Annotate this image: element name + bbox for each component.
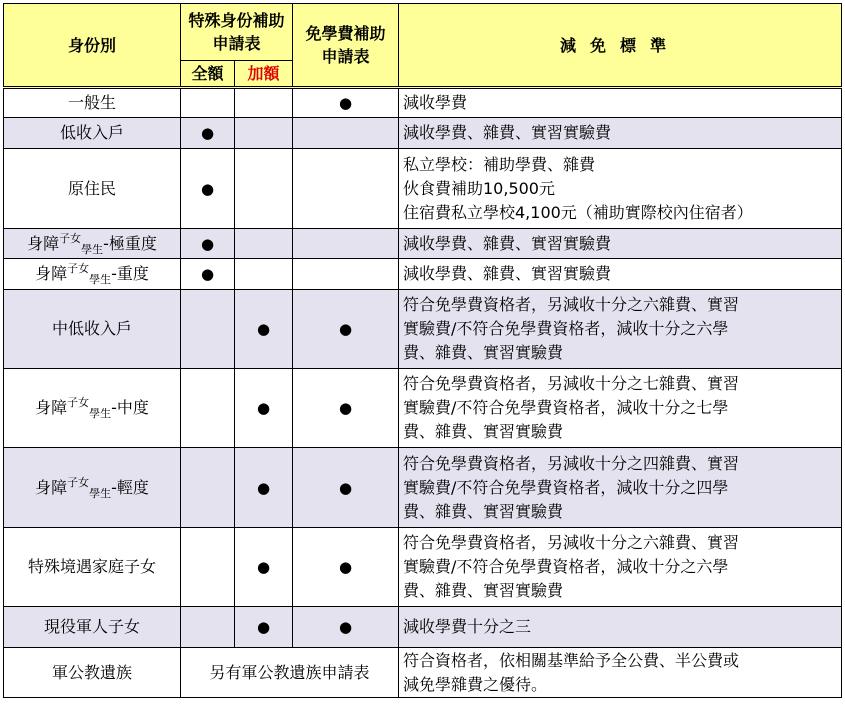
identity-label-pre: 身障 <box>35 477 68 497</box>
extra-mark-cell <box>235 229 293 259</box>
criteria-line: 減收學費十分之三 <box>403 617 532 636</box>
identity-label-pre: 身障 <box>35 264 68 283</box>
extra-mark-cell <box>235 88 293 118</box>
full-mark-cell: ● <box>181 149 235 229</box>
identity-cell <box>4 528 181 607</box>
criteria-cell <box>399 528 842 607</box>
criteria-line: 費、雜費、實習實驗費 <box>403 581 564 600</box>
criteria-line: 費、雜費、實習實驗費 <box>403 422 564 441</box>
identity-label-sup: 子女 <box>59 231 82 245</box>
tuition-mark-cell <box>293 149 399 229</box>
criteria-line: 減收學費、雜費、實習實驗費 <box>403 123 612 142</box>
full-mark-cell: ● <box>181 118 235 149</box>
extra-mark-cell: ● <box>235 448 293 528</box>
identity-label: 特殊境遇家庭子女 <box>27 557 156 576</box>
table-row <box>4 118 842 149</box>
criteria-cell <box>399 149 842 229</box>
criteria-line: 實驗費/不符合免學費資格者，減收十分之六學 <box>403 557 729 576</box>
table-row <box>4 229 842 259</box>
table-row <box>4 448 842 528</box>
extra-mark-cell: ● <box>235 607 293 648</box>
identity-label-pre: 身障 <box>35 398 68 417</box>
header-tuition-form <box>293 4 399 88</box>
table-row <box>4 259 842 290</box>
header-criteria: 減免標準 <box>399 4 842 88</box>
criteria-cell <box>399 369 842 448</box>
criteria-cell <box>399 118 842 149</box>
tuition-mark-cell: ● <box>293 369 399 448</box>
identity-label-sub: 學生 <box>81 242 104 256</box>
criteria-line: 私立學校：補助學費、雜費 <box>403 154 596 174</box>
header-extra: 加額 <box>235 61 293 88</box>
identity-label: 一般生 <box>67 93 116 112</box>
table-row <box>4 149 842 229</box>
identity-label-post: -輕度 <box>111 477 149 497</box>
criteria-line: 實驗費/不符合免學費資格者，減收十分之七學 <box>403 398 729 417</box>
tuition-mark-cell: ● <box>293 607 399 648</box>
header-special-form <box>181 4 293 61</box>
identity-label-post: -重度 <box>111 264 149 283</box>
identity-label-post: -極重度 <box>103 233 157 253</box>
criteria-line: 符合免學費資格者，另減收十分之七雜費、實習 <box>403 374 740 393</box>
full-mark-cell <box>181 448 235 528</box>
criteria-cell <box>399 259 842 290</box>
full-mark-cell: ● <box>181 229 235 259</box>
header-special-form-label: 特殊身份補助申請表 <box>188 11 285 53</box>
extra-mark-cell: ● <box>235 290 293 369</box>
full-mark-cell <box>181 369 235 448</box>
full-mark-cell <box>181 290 235 369</box>
identity-label: 中低收入戶 <box>51 319 132 338</box>
extra-mark-cell <box>235 118 293 149</box>
tuition-mark-cell: ● <box>293 448 399 528</box>
table-row <box>4 607 842 648</box>
identity-cell <box>4 607 181 648</box>
identity-label-sub: 學生 <box>89 486 112 500</box>
tuition-mark-cell <box>293 118 399 149</box>
criteria-line: 住宿費私立學校4,100元（補助實際校內住宿者） <box>403 202 753 222</box>
criteria-line: 實驗費/不符合免學費資格者，減收十分之四學 <box>403 477 729 497</box>
criteria-cell <box>399 229 842 259</box>
identity-cell <box>4 290 181 369</box>
table-row <box>4 290 842 369</box>
criteria-line: 減收學費 <box>403 93 468 112</box>
table-row <box>4 369 842 448</box>
identity-label-sup: 子女 <box>67 475 90 489</box>
tuition-mark-cell: ● <box>293 88 399 118</box>
criteria-line: 減免學雜費之優待。 <box>403 674 548 694</box>
table-row <box>4 648 842 698</box>
full-mark-cell: ● <box>181 259 235 290</box>
tuition-mark-cell <box>293 259 399 290</box>
criteria-line: 符合資格者，依相關基準給予全公費、半公費或 <box>403 650 740 670</box>
merged-form-cell: 另有軍公教遺族申請表 <box>181 648 399 698</box>
criteria-line: 符合免學費資格者，另減收十分之六雜費、實習 <box>403 295 740 314</box>
tuition-mark-cell: ● <box>293 528 399 607</box>
extra-mark-cell: ● <box>235 369 293 448</box>
criteria-cell <box>399 648 842 698</box>
identity-label-pre: 身障 <box>27 233 60 253</box>
identity-cell <box>4 648 181 698</box>
identity-label: 軍公教遺族 <box>51 662 132 682</box>
identity-label: 原住民 <box>67 178 116 198</box>
extra-mark-cell <box>235 149 293 229</box>
criteria-line: 符合免學費資格者，另減收十分之六雜費、實習 <box>403 533 740 552</box>
extra-mark-cell: ● <box>235 528 293 607</box>
criteria-cell <box>399 448 842 528</box>
full-mark-cell <box>181 607 235 648</box>
identity-cell <box>4 88 181 118</box>
identity-label-sub: 學生 <box>89 273 112 286</box>
tuition-mark-cell <box>293 229 399 259</box>
identity-cell <box>4 149 181 229</box>
tuition-reduction-table <box>3 3 842 698</box>
criteria-cell <box>399 290 842 369</box>
criteria-line: 費、雜費、實習實驗費 <box>403 343 564 362</box>
table-row <box>4 528 842 607</box>
identity-label: 現役軍人子女 <box>43 617 140 636</box>
criteria-cell <box>399 607 842 648</box>
table-row <box>4 88 842 118</box>
full-mark-cell <box>181 88 235 118</box>
criteria-cell <box>399 88 842 118</box>
header-full: 全額 <box>181 61 235 88</box>
tuition-mark-cell: ● <box>293 290 399 369</box>
identity-label-sub: 學生 <box>89 407 112 420</box>
identity-cell <box>4 229 181 259</box>
identity-cell <box>4 118 181 149</box>
criteria-line: 減收學費、雜費、實習實驗費 <box>403 233 612 253</box>
identity-cell <box>4 259 181 290</box>
header-tuition-form-label: 免學費補助申請表 <box>305 24 386 66</box>
identity-label: 低收入戶 <box>59 123 124 142</box>
full-mark-cell <box>181 528 235 607</box>
header-identity: 身份別 <box>4 4 181 88</box>
extra-mark-cell <box>235 259 293 290</box>
criteria-line: 實驗費/不符合免學費資格者，減收十分之六學 <box>403 319 729 338</box>
criteria-line: 費、雜費、實習實驗費 <box>403 501 564 521</box>
identity-label-post: -中度 <box>111 398 149 417</box>
identity-label-sup: 子女 <box>67 262 90 275</box>
criteria-line: 伙食費補助10,500元 <box>403 178 555 198</box>
identity-label-sup: 子女 <box>67 396 90 409</box>
criteria-line: 符合免學費資格者，另減收十分之四雜費、實習 <box>403 453 740 473</box>
identity-cell <box>4 369 181 448</box>
identity-cell <box>4 448 181 528</box>
criteria-line: 減收學費、雜費、實習實驗費 <box>403 264 612 283</box>
